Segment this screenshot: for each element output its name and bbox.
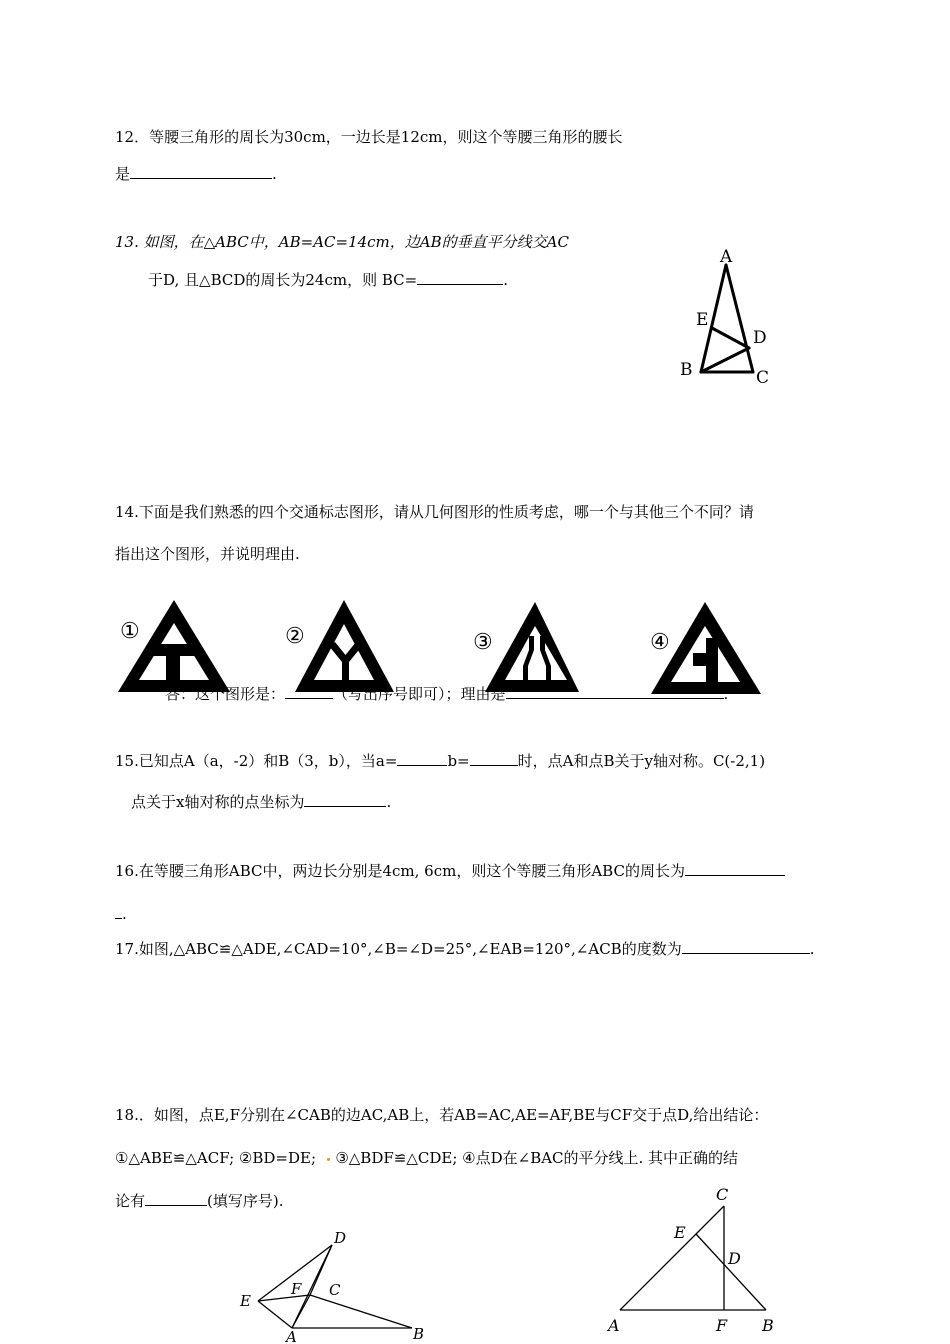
q13-prefix: 于D, 且△BCD的周长为24cm，则 BC= bbox=[148, 271, 418, 289]
q13-label-a: A bbox=[720, 247, 733, 267]
fig2-label-b: B bbox=[762, 1316, 774, 1335]
q18-suffix: (填写序号). bbox=[207, 1192, 284, 1210]
q15-line2 bbox=[131, 791, 391, 812]
fig1-label-e: E bbox=[240, 1292, 251, 1310]
fig2-label-c: C bbox=[716, 1185, 729, 1204]
q18-text-b: ③△BDF≌△CDE; ④点D在∠BAC的平分线上. 其中正确的结 bbox=[335, 1149, 739, 1167]
q14-answer-middle: （写出序号即可）；理由是 bbox=[333, 685, 506, 703]
q15-prefix: 点关于x轴对称的点坐标为 bbox=[131, 793, 305, 811]
q12-answer-blank[interactable] bbox=[130, 163, 272, 179]
q14-answer-prefix: 答：这个图形是： bbox=[165, 685, 286, 703]
q16-text: 16.在等腰三角形ABC中，两边长分别是4cm, 6cm，则这个等腰三角形ABC的周长为 bbox=[115, 862, 685, 880]
stray-mark bbox=[327, 1158, 330, 1161]
q13-suffix: . bbox=[503, 271, 508, 289]
q15-a-blank[interactable] bbox=[397, 750, 447, 766]
q14-answer-line bbox=[165, 683, 728, 704]
q13-label-b: B bbox=[680, 360, 693, 380]
q17-triangles-figure bbox=[230, 1225, 440, 1344]
q12-prefix: 是 bbox=[115, 165, 131, 183]
q16-suffix: . bbox=[122, 905, 127, 923]
q14-line1: 14.下面是我们熟悉的四个交通标志图形，请从几何图形的性质考虑，哪一个与其他三个不同？请 bbox=[115, 503, 754, 521]
fig2-label-e: E bbox=[674, 1223, 686, 1242]
q18-line2 bbox=[115, 1148, 738, 1168]
q16-answer-blank-part1[interactable] bbox=[685, 860, 785, 876]
q18-triangle-figure bbox=[600, 1180, 790, 1344]
q18-prefix: 论有 bbox=[115, 1192, 146, 1210]
q15-b-blank[interactable] bbox=[470, 750, 518, 766]
q14-reason-blank[interactable] bbox=[506, 683, 724, 699]
q17-suffix: . bbox=[809, 940, 815, 958]
q15-line1 bbox=[115, 750, 765, 771]
fig1-label-d: D bbox=[334, 1229, 347, 1247]
q14-line2: 指出这个图形，并说明理由. bbox=[115, 545, 300, 563]
fig2-label-a: A bbox=[608, 1316, 620, 1335]
q13-label-d: D bbox=[753, 328, 767, 348]
fig2-label-d: D bbox=[728, 1249, 741, 1268]
q15-suffix: . bbox=[386, 793, 392, 811]
q18-answer-blank[interactable] bbox=[145, 1190, 207, 1206]
q13-line2 bbox=[148, 269, 508, 290]
sign-3-number: ③ bbox=[473, 630, 493, 655]
q17-answer-blank[interactable] bbox=[682, 938, 810, 954]
q15-text-b: b= bbox=[447, 752, 470, 770]
q16-answer-blank-part2[interactable] bbox=[115, 903, 122, 919]
q13-line1: 13. 如图，在△ABC中，AB=AC=14cm，边AB的垂直平分线交AC bbox=[115, 233, 569, 251]
q13-label-e: E bbox=[696, 310, 709, 330]
q12-line2 bbox=[115, 163, 277, 184]
fig1-label-c: C bbox=[329, 1281, 341, 1299]
q16-line1 bbox=[115, 860, 785, 881]
fig1-label-a: A bbox=[286, 1328, 297, 1344]
q16-line2 bbox=[115, 903, 127, 924]
q14-answer-suffix: . bbox=[723, 685, 729, 703]
sign-4-number: ④ bbox=[650, 630, 670, 655]
fig1-label-b: B bbox=[413, 1325, 425, 1343]
sign-2-number: ② bbox=[285, 624, 305, 649]
q13-segment-bd bbox=[701, 348, 749, 372]
q18-text-a: ①△ABE≌△ACF; ②BD=DE; bbox=[115, 1149, 316, 1167]
sign-3-road-narrows bbox=[485, 602, 579, 692]
q15-text-a: 15.已知点A（a，-2）和B（3，b），当a= bbox=[115, 752, 398, 770]
q13-answer-blank[interactable] bbox=[417, 269, 503, 285]
q12-line1: 12．等腰三角形的周长为30cm，一边长是12cm，则这个等腰三角形的腰长 bbox=[115, 128, 623, 146]
q17-text: 17.如图,△ABC≌△ADE,∠CAD=10°,∠B=∠D=25°,∠EAB=120°,∠ACB的度数为 bbox=[115, 940, 682, 958]
fig2-label-f: F bbox=[716, 1316, 728, 1335]
q18-line1: 18.．如图，点E,F分别在∠CAB的边AC,AB上，若AB=AC,AE=AF,BE与CF交于点D,给出结论： bbox=[115, 1106, 769, 1124]
q17-line1 bbox=[115, 938, 814, 959]
sign-1-t-junction bbox=[118, 600, 230, 692]
q13-label-c: C bbox=[756, 368, 770, 388]
fig1-label-f: F bbox=[291, 1280, 302, 1298]
q14-sign-number-blank[interactable] bbox=[285, 683, 333, 699]
q18-line3 bbox=[115, 1190, 284, 1211]
q15-text-c: 时，点A和点B关于y轴对称。C(-2,1) bbox=[517, 752, 766, 770]
q13-triangle-figure bbox=[670, 240, 780, 390]
sign-1-number: ① bbox=[120, 619, 140, 644]
q15-coordinate-blank[interactable] bbox=[304, 791, 386, 807]
q12-suffix: . bbox=[272, 165, 277, 183]
sign-2-y-junction bbox=[295, 600, 394, 692]
